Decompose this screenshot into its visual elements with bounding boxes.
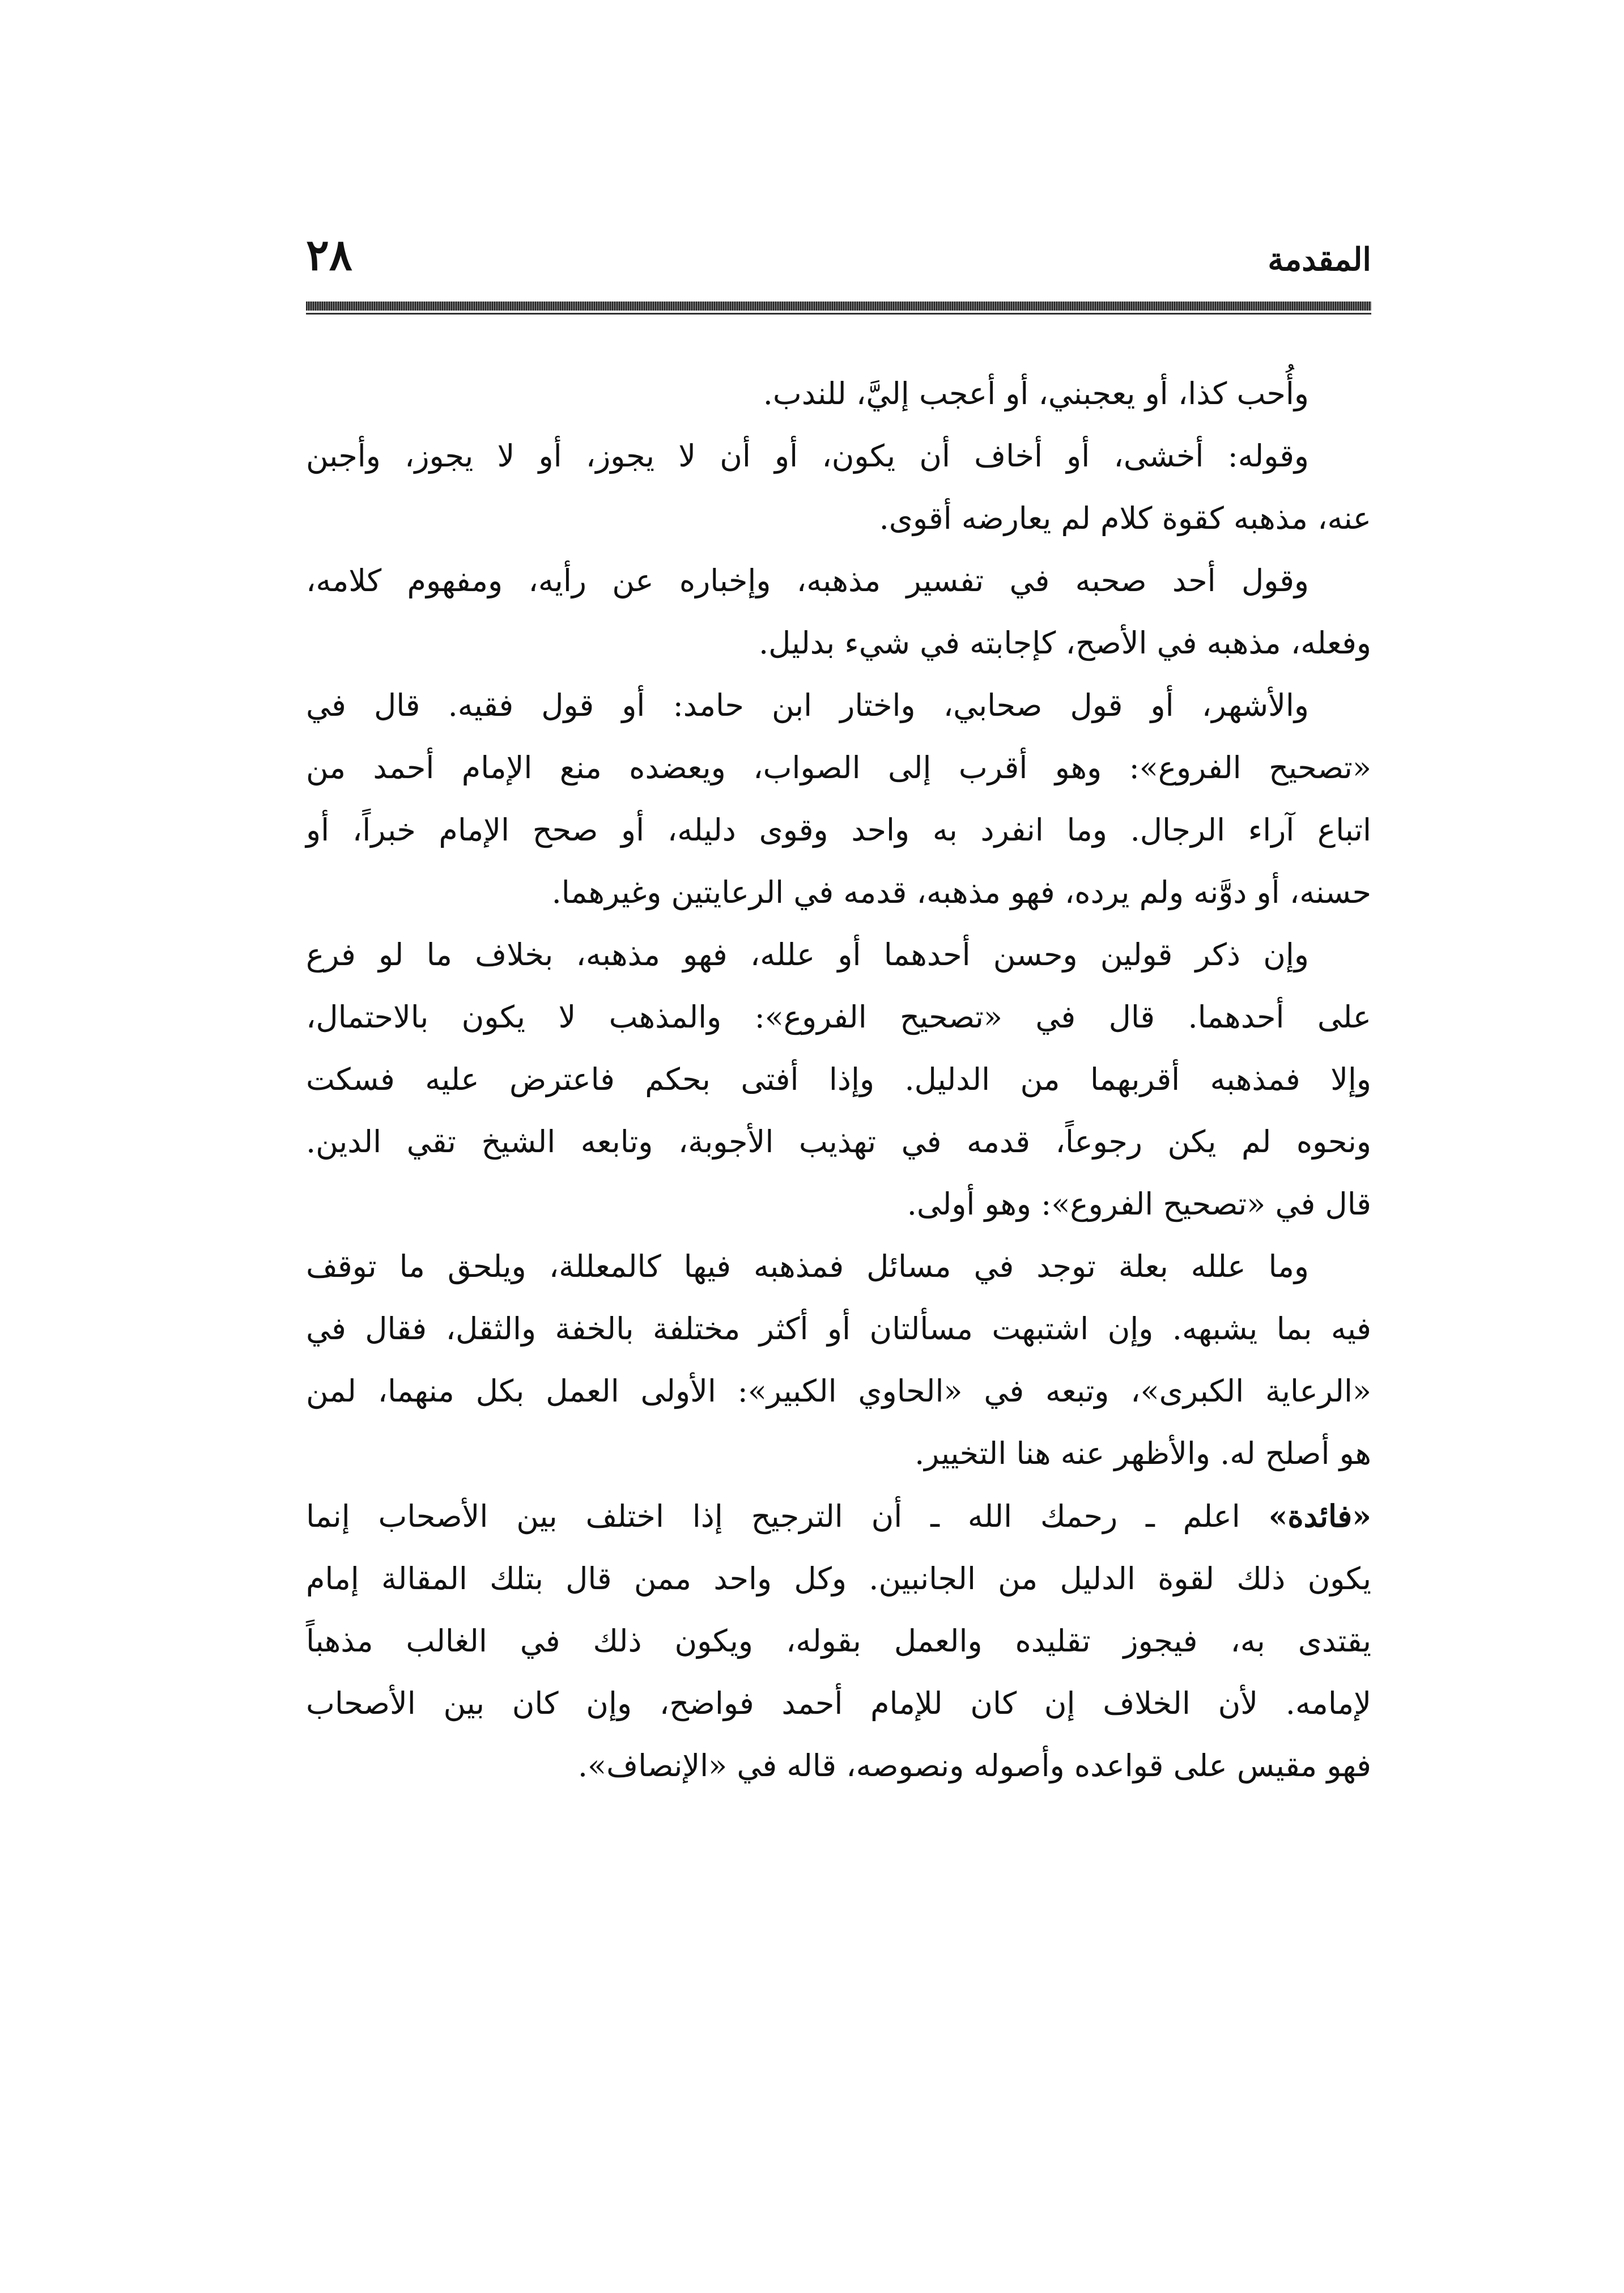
text-line: وإن ذكر قولين وحسن أحدهما أو علله، فهو مذهبه، بخلاف ما لو فرع [306, 937, 1309, 973]
text-line: والأشهر، أو قول صحابي، واختار ابن حامد: أو قول فقيه. قال في [306, 687, 1309, 723]
text-line: «تصحيح الفروع»: وهو أقرب إلى الصواب، ويعضده منع الإمام أحمد من [306, 750, 1371, 785]
text-line: قال في «تصحيح الفروع»: وهو أولى. [907, 1186, 1371, 1222]
header-rule-underline [306, 313, 1371, 315]
section-title: المقدمة [1268, 241, 1371, 278]
page-header [306, 227, 1371, 300]
text-fragment: اعلم ـ رحمك الله ـ أن الترجيح إذا اختلف بين الأصحاب إنما [306, 1498, 1269, 1534]
text-line: على أحدهما. قال في «تصحيح الفروع»: والمذهب لا يكون بالاحتمال، [306, 999, 1372, 1035]
text-line: وفعله، مذهبه في الأصح، كإجابته في شيء بدليل. [758, 625, 1371, 661]
paragraph-5 [306, 924, 1371, 1235]
text-line: وإلا فمذهبه أقربهما من الدليل. وإذا أفتى بحكم فاعترض عليه فسكت [306, 1061, 1371, 1097]
text-line: هو أصلح له. والأظهر عنه هنا التخيير. [915, 1436, 1371, 1471]
text-line: ونحوه لم يكن رجوعاً، قدمه في تهذيب الأجوبة، وتابعه الشيخ تقي الدين. [306, 1124, 1371, 1160]
paragraph-1 [306, 363, 1371, 425]
fa-ida-term: «فائدة» [1268, 1498, 1371, 1534]
body-text [306, 363, 1371, 1797]
text-line: وقوله: أخشى، أو أخاف أن يكون، أو أن لا يجوز، أو لا يجوز، وأجبن [306, 438, 1309, 474]
page-number: ٢٨ [306, 230, 352, 280]
paragraph-7 [306, 1485, 1371, 1797]
paragraph-4 [306, 674, 1371, 924]
text-line-with-lead [306, 1485, 1371, 1548]
text-line: فيه بما يشبهه. وإن اشتبهت مسألتان أو أكثر مختلفة بالخفة والثقل، فقال في [306, 1311, 1371, 1347]
text-line: لإمامه. لأن الخلاف إن كان للإمام أحمد فواضح، وإن كان بين الأصحاب [306, 1685, 1371, 1721]
text-line: اتباع آراء الرجال. وما انفرد به واحد وقوى دليله، أو صحح الإمام خبراً، أو [306, 812, 1371, 848]
text-line: عنه، مذهبه كقوة كلام لم يعارضه أقوى. [879, 500, 1371, 536]
text-line: يكون ذلك لقوة الدليل من الجانبين. وكل واحد ممن قال بتلك المقالة إمام [306, 1561, 1371, 1596]
text-line: وقول أحد صحبه في تفسير مذهبه، وإخباره عن رأيه، ومفهوم كلامه، [306, 563, 1309, 598]
text-line: وما علله بعلة توجد في مسائل فمذهبه فيها كالمعللة، ويلحق ما توقف [306, 1249, 1309, 1284]
text-line: يقتدى به، فيجوز تقليده والعمل بقوله، ويكون ذلك في الغالب مذهباً [306, 1623, 1371, 1659]
paragraph-2 [306, 425, 1371, 550]
header-rule [306, 302, 1371, 311]
text-line: فهو مقيس على قواعده وأصوله ونصوصه، قاله في «الإنصاف». [577, 1748, 1371, 1784]
text-line: حسنه، أو دوَّنه ولم يرده، فهو مذهبه، قدمه في الرعايتين وغيرهما. [551, 874, 1371, 910]
paragraph-3 [306, 550, 1371, 674]
text-line: وأُحب كذا، أو يعجبني، أو أعجب إليَّ، للندب. [763, 376, 1309, 411]
paragraph-6 [306, 1235, 1371, 1485]
text-line: «الرعاية الكبرى»، وتبعه في «الحاوي الكبير»: الأولى العمل بكل منهما، لمن [306, 1373, 1371, 1409]
